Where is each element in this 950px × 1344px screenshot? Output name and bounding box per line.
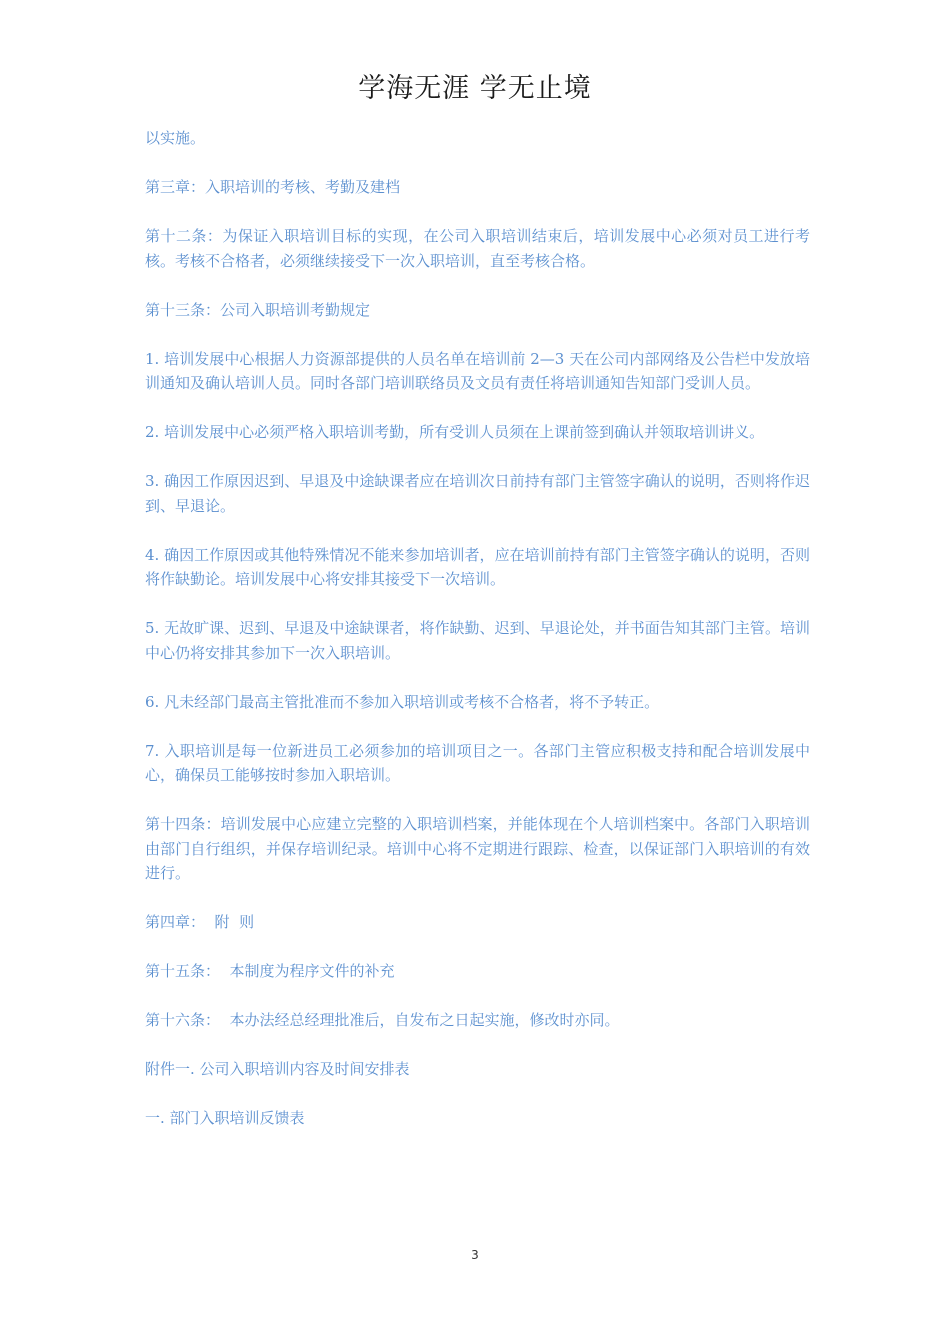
list-item: 5. 无故旷课、迟到、早退及中途缺课者，将作缺勤、迟到、早退论处，并书面告知其部门主管。培训中心仍将安排其参加下一次入职培训。 xyxy=(145,619,810,662)
page-header-title: 学海无涯 学无止境 xyxy=(358,73,592,104)
list-item: 4. 确因工作原因或其他特殊情况不能来参加培训者，应在培训前持有部门主管签字确认的说明，否则将作缺勤论。培训发展中心将安排其接受下一次培训。 xyxy=(145,545,810,588)
chapter-heading: 第三章：入职培训的考核、考勤及建档 xyxy=(145,178,401,196)
list-item: 1. 培训发展中心根据人力资源部提供的人员名单在培训前 2—3 天在公司内部网络及公告栏中发放培训通知及确认培训人员。同时各部门培训联络员及文员有责任将培训通知告知部门受训人员。 xyxy=(145,349,810,392)
article-paragraph: 第十四条：培训发展中心应建立完整的入职培训档案，并能体现在个人培训档案中。各部门入职培训由部门自行组织，并保存培训纪录。培训中心将不定期进行跟踪、检查，以保证部门入职培训的有效进行。 xyxy=(145,815,810,882)
list-item: 2. 培训发展中心必须严格入职培训考勤，所有受训人员须在上课前签到确认并领取培训讲义。 xyxy=(145,423,765,441)
list-item: 3. 确因工作原因迟到、早退及中途缺课者应在培训次日前持有部门主管签字确认的说明，否则将作迟到、早退论。 xyxy=(145,472,810,515)
article-heading: 第十三条：公司入职培训考勤规定 xyxy=(145,300,371,319)
article-paragraph: 第十五条： 本制度为程序文件的补充 xyxy=(145,962,395,980)
list-item: 6. 凡未经部门最高主管批准而不参加入职培训或考核不合格者，将不予转正。 xyxy=(145,692,660,711)
attachment-line: 一. 部门入职培训反馈表 xyxy=(145,1109,305,1127)
attachment-line: 附件一. 公司入职培训内容及时间安排表 xyxy=(145,1060,410,1078)
paragraph: 以实施。 xyxy=(145,129,206,147)
article-paragraph: 第十六条： 本办法经总经理批准后，自发布之日起实施，修改时亦同。 xyxy=(145,1011,620,1029)
list-item: 7. 入职培训是每一位新进员工必须参加的培训项目之一。各部门主管应积极支持和配合培训发展中心，确保员工能够按时参加入职培训。 xyxy=(145,741,810,784)
document-body xyxy=(145,126,810,1155)
chapter-heading: 第四章： 附 则 xyxy=(145,913,255,931)
article-paragraph: 第十二条：为保证入职培训目标的实现，在公司入职培训结束后，培训发展中心必须对员工进行考核。考核不合格者，必须继续接受下一次入职培训，直至考核合格。 xyxy=(145,227,810,270)
page-number: 3 xyxy=(471,1248,479,1262)
